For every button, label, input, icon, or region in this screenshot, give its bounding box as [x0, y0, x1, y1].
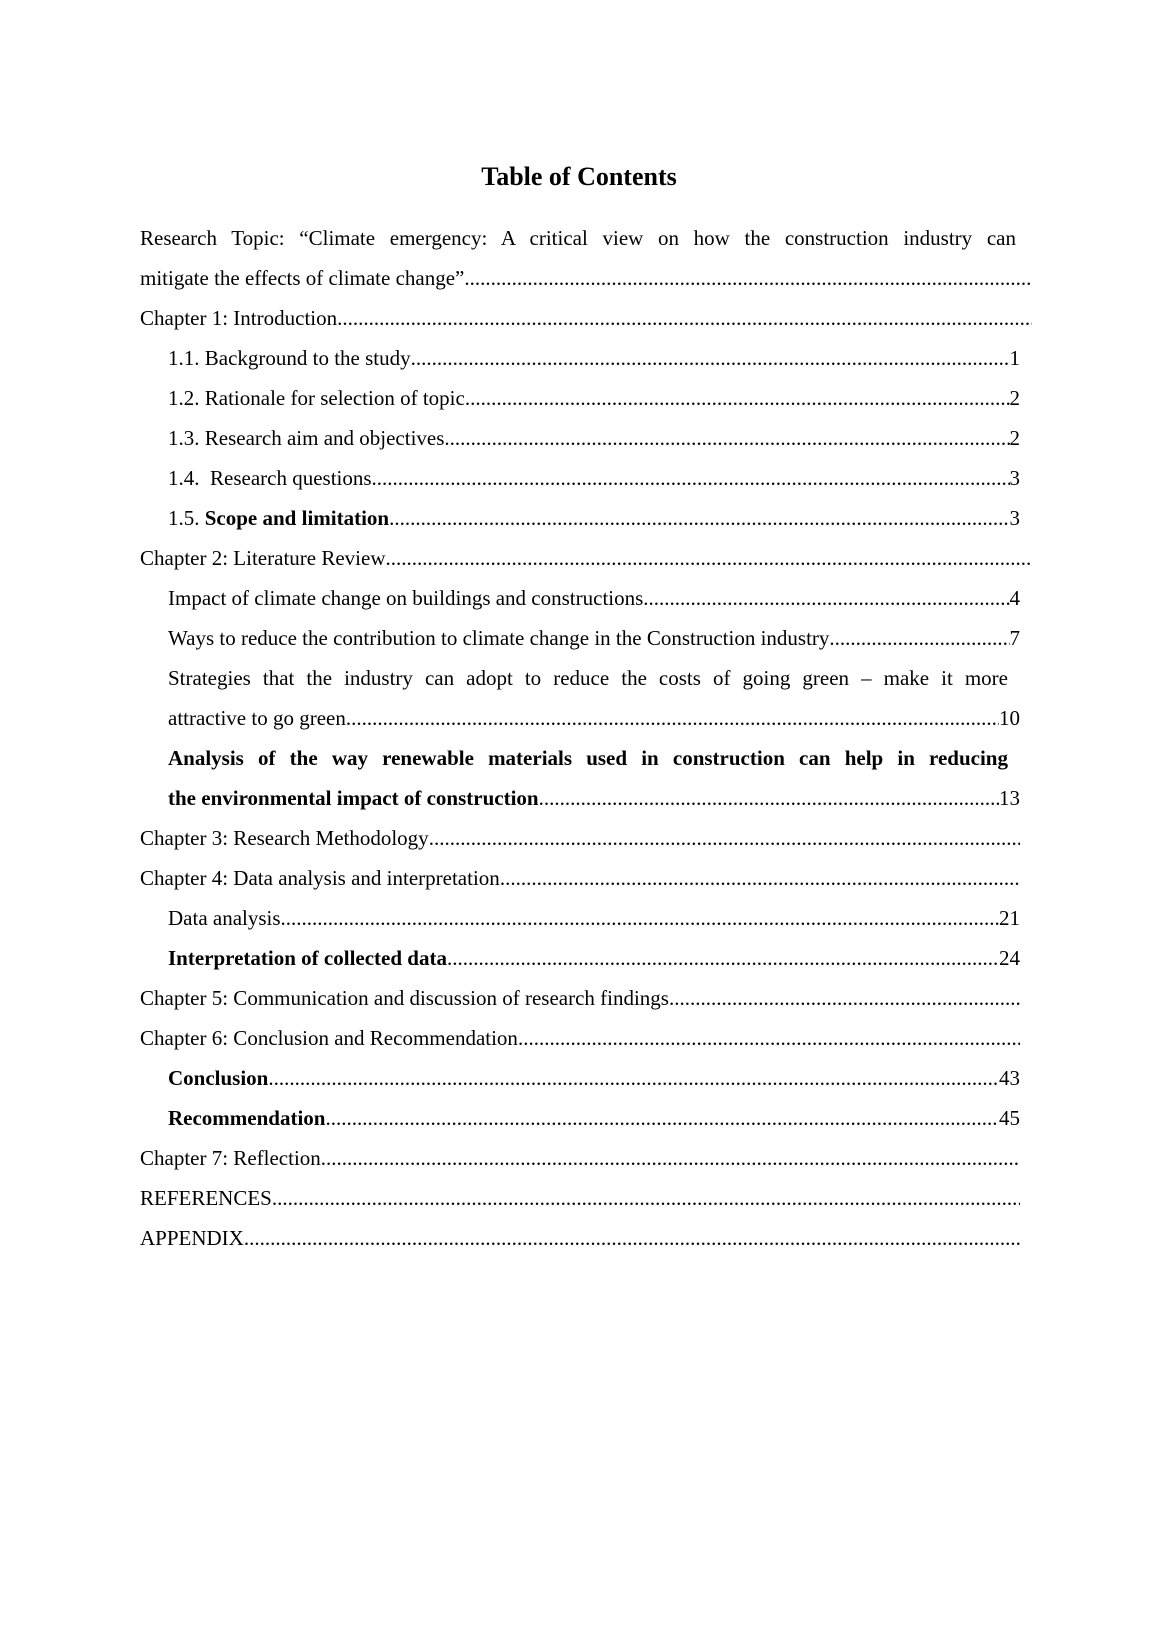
toc-leader-dots [539, 778, 999, 818]
toc-leader-dots [321, 1138, 1020, 1178]
toc-leader-dots [325, 1098, 999, 1138]
toc-entry-label: 1.4. Research questions [168, 466, 372, 490]
toc-entry-4-1[interactable] [140, 898, 1040, 938]
toc-entry-1-2[interactable] [140, 378, 1040, 418]
toc-entry-label: Chapter 2: Literature Review [140, 546, 386, 570]
toc-entry-label: Chapter 7: Reflection [140, 1146, 321, 1170]
toc-leader-dots [244, 1218, 1020, 1258]
toc-entry-research-topic[interactable] [140, 218, 1040, 258]
toc-entry-chapter-7[interactable] [140, 1138, 1040, 1178]
toc-entry-chapter-5[interactable] [140, 978, 1040, 1018]
toc-entry-4-2[interactable] [140, 938, 1040, 978]
toc-page-number: 2 [1009, 386, 1020, 410]
toc-entry-2-4-cont[interactable] [140, 778, 1040, 818]
toc-page-number: 1 [1009, 346, 1020, 370]
toc-entry-label: Ways to reduce the contribution to climate change in the Construction industry [168, 626, 830, 650]
toc-entry-label: 1.1. Background to the study [168, 346, 411, 370]
toc-leader-dots [372, 458, 1010, 498]
toc-page-number: 13 [999, 786, 1020, 810]
toc-leader-dots [281, 898, 999, 938]
toc-entry-label: attractive to go green [168, 706, 346, 730]
toc-entry-chapter-6[interactable] [140, 1018, 1040, 1058]
toc-page-number: 21 [999, 906, 1020, 930]
toc-leader-dots [447, 938, 999, 978]
toc-leader-dots [465, 378, 1010, 418]
toc-entry-label: Interpretation of collected data [168, 946, 447, 970]
toc-entry-label: Conclusion [168, 1066, 269, 1090]
toc-entry-label: mitigate the effects of climate change” [140, 266, 465, 290]
toc-entry-label: Chapter 5: Communication and discussion of research findings [140, 986, 669, 1010]
toc-entry-label: Recommendation [168, 1106, 326, 1130]
toc-entry-1-1[interactable] [140, 338, 1040, 378]
toc-entry-label: Chapter 1: Introduction [140, 306, 338, 330]
toc-page-number: 24 [999, 946, 1020, 970]
toc-entry-label: Chapter 4: Data analysis and interpretation [140, 866, 500, 890]
toc-leader-dots [272, 1178, 1020, 1218]
toc-page-number: 7 [1009, 626, 1020, 650]
toc-entry-label: Data analysis [168, 906, 281, 930]
toc-entry-6-2[interactable] [140, 1098, 1040, 1138]
toc-entry-1-5[interactable] [140, 498, 1040, 538]
toc-entry-label: the environmental impact of construction [168, 786, 539, 810]
toc-entry-6-1[interactable] [140, 1058, 1040, 1098]
toc-leader-dots [386, 538, 1033, 578]
toc-list [140, 218, 1040, 1258]
toc-entry-label: REFERENCES [140, 1186, 272, 1210]
toc-entry-references[interactable] [140, 1178, 1040, 1218]
toc-entry-appendix[interactable] [140, 1218, 1040, 1258]
toc-leader-dots [268, 1058, 999, 1098]
toc-leader-dots [411, 338, 1010, 378]
toc-entry-prefix: 1.5. [168, 506, 205, 530]
toc-entry-research-topic-cont[interactable] [140, 258, 1040, 298]
toc-leader-dots [444, 418, 1009, 458]
toc-entry-label: Impact of climate change on buildings and constructions [168, 586, 644, 610]
toc-entry-label: Chapter 3: Research Methodology [140, 826, 429, 850]
toc-entry-label: 1.2. Rationale for selection of topic [168, 386, 465, 410]
toc-leader-dots [500, 858, 1020, 898]
toc-entry-2-3-cont[interactable] [140, 698, 1040, 738]
toc-page-number: 3 [1009, 506, 1020, 530]
toc-entry-label: Strategies that the industry can adopt to reduce the costs of going green – make it more [168, 666, 1008, 690]
toc-entry-label: 1.3. Research aim and objectives [168, 426, 445, 450]
toc-leader-dots [389, 498, 1009, 538]
toc-page-number: 10 [999, 706, 1020, 730]
toc-leader-dots [429, 818, 1020, 858]
toc-page-number: 43 [999, 1066, 1020, 1090]
toc-leader-dots [464, 258, 1032, 298]
toc-leader-dots [643, 578, 1009, 618]
toc-title: Table of Contents [481, 162, 677, 191]
toc-entry-2-3[interactable] [140, 658, 1040, 698]
toc-leader-dots [346, 698, 999, 738]
toc-page-number: 3 [1009, 466, 1020, 490]
toc-entry-label: Research Topic: “Climate emergency: A critical view on how the construction industry can [140, 226, 1016, 250]
toc-entry-label: Scope and limitation [204, 506, 390, 530]
toc-leader-dots [829, 618, 1009, 658]
toc-page-number: 2 [1009, 426, 1020, 450]
toc-leader-dots [518, 1018, 1020, 1058]
toc-entry-2-4[interactable] [140, 738, 1040, 778]
toc-entry-label: APPENDIX [140, 1226, 244, 1250]
toc-leader-dots [669, 978, 1020, 1018]
toc-entry-chapter-3[interactable] [140, 818, 1040, 858]
toc-page-number: 4 [1009, 586, 1020, 610]
toc-entry-2-1[interactable] [140, 578, 1040, 618]
toc-entry-1-3[interactable] [140, 418, 1040, 458]
toc-entry-2-2[interactable] [140, 618, 1040, 658]
toc-entry-label: Chapter 6: Conclusion and Recommendation [140, 1026, 518, 1050]
toc-entry-chapter-2[interactable] [140, 538, 1040, 578]
toc-leader-dots [337, 298, 1032, 338]
toc-entry-label-group [168, 498, 389, 538]
toc-entry-chapter-1[interactable] [140, 298, 1040, 338]
toc-entry-1-4[interactable] [140, 458, 1040, 498]
toc-page-number: 45 [999, 1106, 1020, 1130]
toc-entry-label: Analysis of the way renewable materials used in construction can help in reducing [168, 746, 1008, 770]
toc-entry-chapter-4[interactable] [140, 858, 1040, 898]
